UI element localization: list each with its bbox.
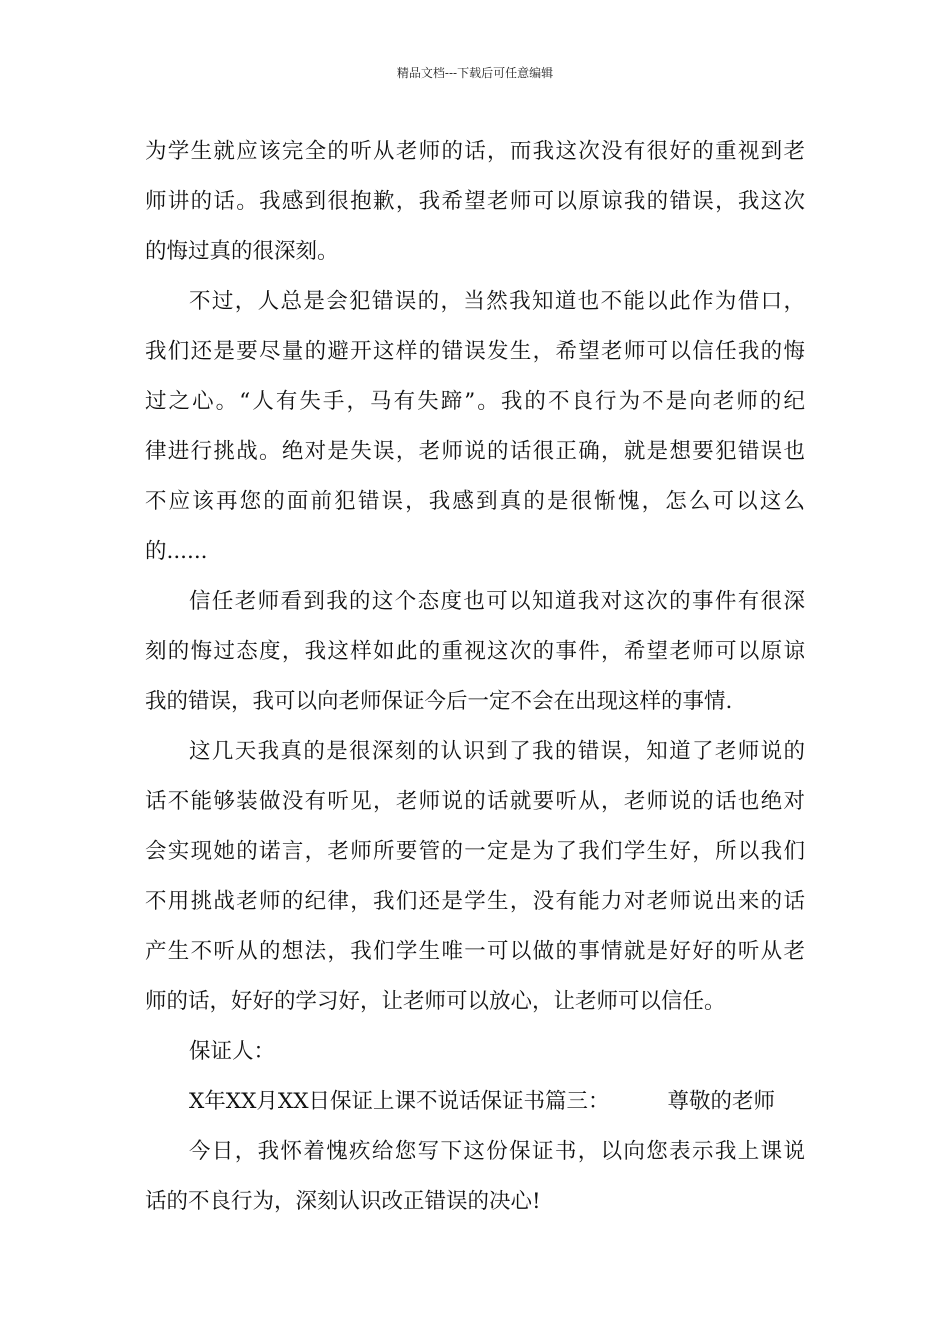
text-line: 产生不听从的想法，我们学生唯一可以做的事情就是好好的听从老: [145, 939, 805, 964]
body-paragraphs: [145, 127, 805, 1077]
text-line: 师讲的话。我感到很抱歉，我希望老师可以原谅我的错误，我这次: [145, 189, 805, 214]
text-line: 过之心。“人有失手，马有失蹄”。我的不良行为不是向老师的纪: [145, 389, 805, 414]
text-line: 我们还是要尽量的避开这样的错误发生，希望老师可以信任我的悔: [145, 339, 805, 364]
text-line: 我的错误，我可以向老师保证今后一定不会在出现这样的事情.: [145, 689, 733, 714]
section-title: X年XX月XX日保证上课不说话保证书篇三：: [189, 1089, 610, 1114]
section-title-line: [145, 1077, 805, 1127]
text-line: 今日，我怀着愧疚给您写下这份保证书，以向您表示我上课说: [189, 1139, 805, 1164]
text-line: 为学生就应该完全的听从老师的话，而我这次没有很好的重视到老: [145, 139, 805, 164]
page-header: 精品文档---下载后可任意编辑: [396, 66, 554, 80]
salutation: 尊敬的老师: [667, 1089, 776, 1114]
closing-paragraph: [145, 1127, 805, 1227]
text-line: 不过，人总是会犯错误的，当然我知道也不能以此作为借口，: [189, 289, 805, 314]
text-line: 会实现她的诺言，老师所要管的一定是为了我们学生好，所以我们: [145, 839, 805, 864]
text-line: 话的不良行为，深刻认识改正错误的决心!: [145, 1189, 541, 1214]
text-line: 律进行挑战。绝对是失误，老师说的话很正确，就是想要犯错误也: [145, 439, 805, 464]
text-line: 的......: [145, 539, 208, 564]
text-line: 的悔过真的很深刻。: [145, 239, 339, 264]
text-line: 不用挑战老师的纪律，我们还是学生，没有能力对老师说出来的话: [145, 889, 805, 914]
text-line: 不应该再您的面前犯错误，我感到真的是很惭愧，怎么可以这么: [145, 489, 805, 514]
text-line: 信任老师看到我的这个态度也可以知道我对这次的事件有很深: [189, 589, 805, 614]
text-line: 保证人：: [189, 1039, 276, 1064]
text-line: 这几天我真的是很深刻的认识到了我的错误，知道了老师说的: [189, 739, 805, 764]
text-line: 刻的悔过态度，我这样如此的重视这次的事件，希望老师可以原谅: [145, 639, 805, 664]
text-line: 师的话，好好的学习好，让老师可以放心，让老师可以信任。: [145, 989, 726, 1014]
document-body: [145, 127, 805, 1227]
text-line: 话不能够装做没有听见，老师说的话就要听从，老师说的话也绝对: [145, 789, 805, 814]
